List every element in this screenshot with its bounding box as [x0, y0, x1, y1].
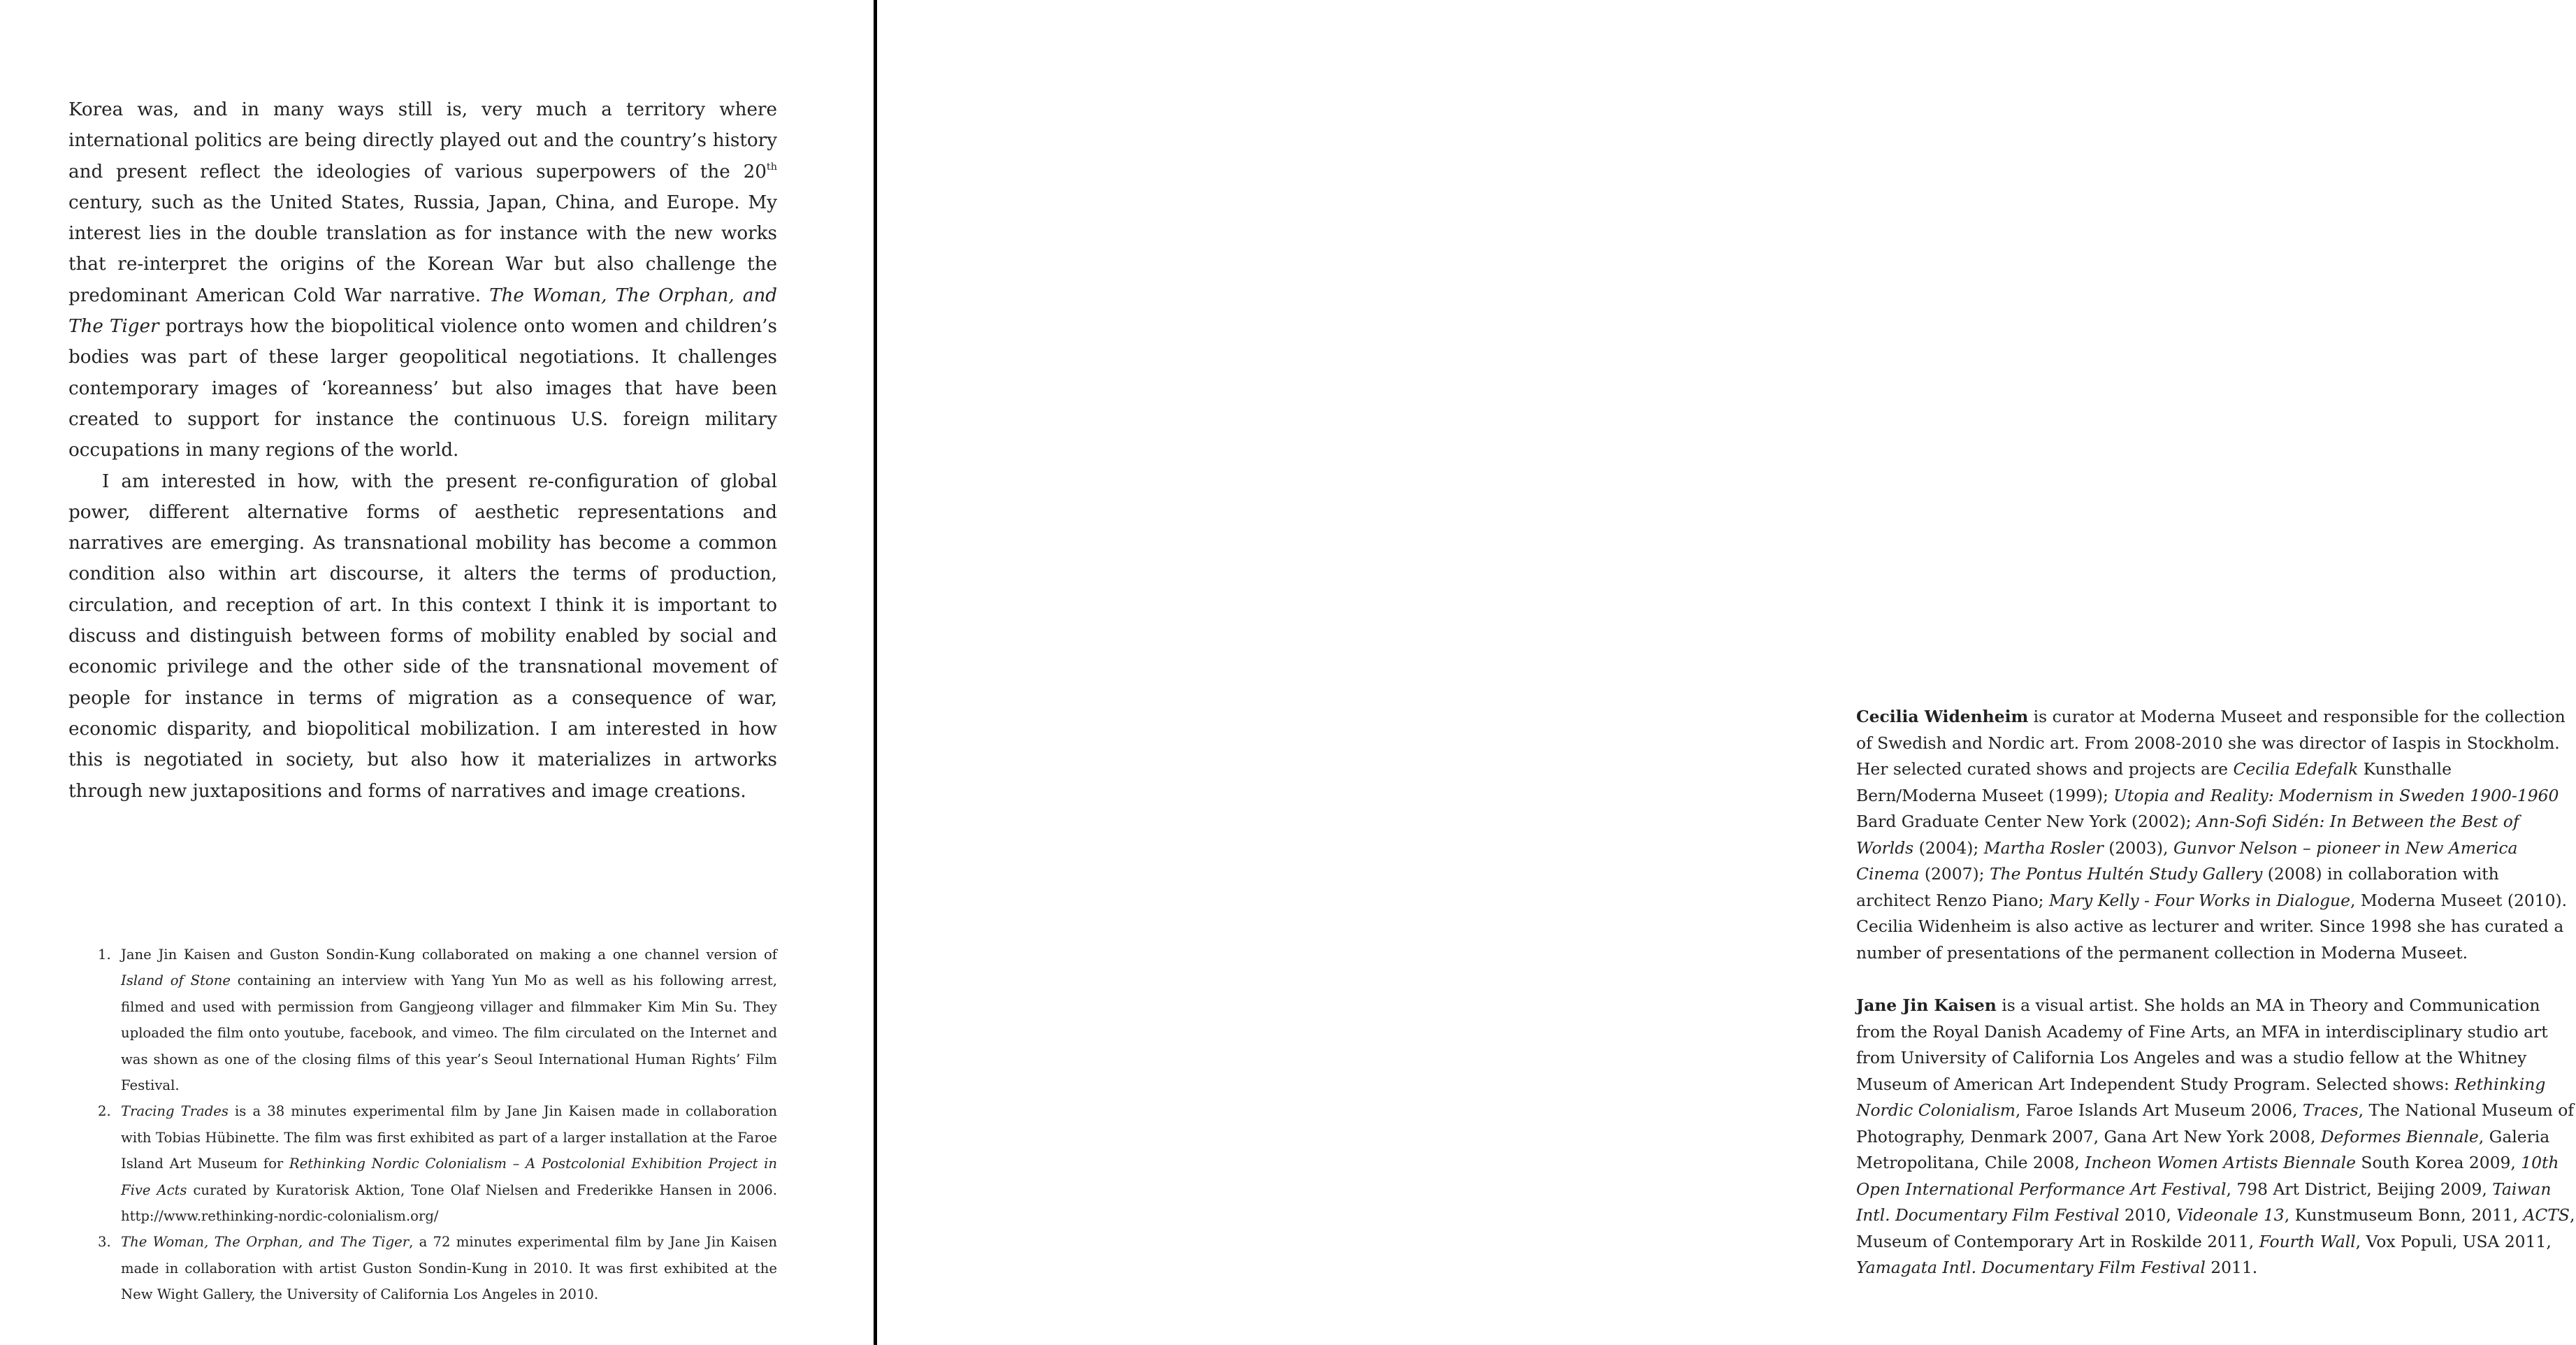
bio-name: Cecilia Widenheim [1856, 707, 2029, 726]
bio-text: (2007); [1919, 864, 1990, 884]
bio-text: Kunsthalle Bern/Moderna Museet (1999); [1856, 759, 2452, 805]
bio-italic-title: Incheon Women Artists Biennale [2085, 1153, 2356, 1172]
bio-jane-jin-kaisen [1856, 993, 2576, 1281]
left-page [0, 0, 875, 1345]
footnote-3 [98, 1229, 777, 1307]
bio-text: , Vox Populi, USA 2011, [2355, 1231, 2552, 1251]
bio-italic-title: Cecilia Edefalk [2233, 759, 2359, 779]
bio-text: , Museum of Contemporary Art in Roskilde 2011, [1856, 1205, 2575, 1251]
bio-text: (2008) in collaboration with architect Renzo Piano; [1856, 864, 2499, 910]
bio-italic-title: Utopia and Reality: Modernism in Sweden 1900-1960 [2113, 785, 2559, 805]
body-paragraph-1 [68, 94, 777, 466]
bio-italic-title: Rethinking Nordic Colonialism [1856, 1074, 2546, 1120]
bio-text: , Faroe Islands Art Museum 2006, [2015, 1100, 2303, 1120]
bio-text: is a visual artist. She holds an MA in Theory and Communication from the Royal Danish Academy of Fine Arts, an MFA in interdisciplinary studio art from University of California Los Angeles and was a studio fellow at the Whitney Museum of American Art Independent Study Program. Selected shows: [1856, 995, 2548, 1094]
bio-italic-title: Deformes Biennale [2320, 1126, 2479, 1146]
bio-italic-title: Videonale 13 [2176, 1205, 2285, 1225]
ordinal-superscript: th [766, 161, 777, 173]
footnote-number: 2. [98, 1103, 111, 1120]
bio-text: , The National Museum of Photography, Denmark 2007, Gana Art New York 2008, [1856, 1100, 2574, 1146]
footnote-italic-title: Island of Stone [121, 972, 231, 989]
bio-italic-title: Gunvor Nelson – pioneer in New America Cinema [1856, 837, 2518, 884]
footnote-text: is a 38 minutes experimental film by Jane Jin Kaisen made in collaboration with Tobias Hübinette. The film was first exhibited as part of a larger installation at the Faroe Island Art Museum for [121, 1103, 777, 1172]
footnote-text: , a 72 minutes experimental film by Jane Jin Kaisen made in collaboration with artist Guston Sondin-Kung in 2010. It was first exhibited at the New Wight Gallery, the University of California Los Angeles in 2010. [121, 1234, 777, 1303]
bio-italic-title: Martha Rosler [1983, 837, 2104, 858]
bio-cecilia-widenheim [1856, 704, 2576, 966]
bio-text: , Galeria Metropolitana, Chile 2008, [1856, 1126, 2550, 1172]
bio-italic-title: ACTS [2523, 1205, 2570, 1225]
bio-text: (2003), [2103, 837, 2173, 858]
footnotes [98, 942, 777, 1308]
footnote-text: containing an interview with Yang Yun Mo as well as his following arrest, filmed and used with permission from Gangjeong villager and filmmaker Kim Min Su. They uploaded the film onto youtube, facebook, and vimeo. The film circulated on the Internet and was shown as one of the closing films of this year’s Seoul International Human Rights’ Film Festival. [121, 972, 777, 1094]
bio-text: , Kunstmuseum Bonn, 2011, [2284, 1205, 2524, 1225]
bio-text: is curator at Moderna Museet and responsible for the collection of Swedish and Nordic art. From 2008-2010 she was director of Iaspis in Stockholm. Her selected curated shows and projects are [1856, 707, 2566, 779]
footnote-number: 1. [98, 947, 111, 963]
bio-italic-title: 10th Open International Performance Art Festival [1856, 1153, 2559, 1199]
footnote-italic-title: Rethinking Nordic Colonialism – A Postcolonial Exhibition Project in Five Acts [121, 1156, 778, 1198]
footnote-italic-title: The Woman, The Orphan, and The Tiger [121, 1234, 410, 1251]
body-paragraph-2: I am interested in how, with the present re-configuration of global power, different alternative forms of aesthetic representations and narratives are emerging. As transnational mobility has become a common condition also within art discourse, it alters the terms of production, circulation, and reception of art. In this context I think it is important to discuss and distinguish between forms of mobility enabled by social and economic privilege and the other side of the transnational movement of people for instance in terms of migration as a consequence of war, economic disparity, and biopolitical mobilization. I am interested in how this is negotiated in society, but also how it materializes in artworks through new juxtapositions and forms of narratives and image creations. [68, 470, 777, 802]
footnote-2 [98, 1098, 777, 1229]
bio-italic-title: Ann-Sofi Sidén: In Between the Best of Worlds [1856, 812, 2519, 858]
bio-italic-title: Fourth Wall [2259, 1231, 2356, 1251]
bio-text: Bard Graduate Center New York (2002); [1856, 812, 2197, 831]
bio-text: , 798 Art District, Beijing 2009, [2226, 1179, 2493, 1199]
footnote-text: Jane Jin Kaisen and Guston Sondin-Kung collaborated on making a one channel version of [121, 947, 777, 963]
body-text [68, 94, 777, 807]
bio-text: 2011. [2205, 1258, 2258, 1277]
page-gutter-divider [874, 0, 877, 1345]
bio-italic-title: Traces [2302, 1100, 2359, 1120]
footnote-text: curated by Kuratorisk Aktion, Tone Olaf Nielsen and Frederikke Hansen in 2006. http://www.rethinking-nordic-colonialism.org/ [121, 1181, 777, 1225]
bio-name: Jane Jin Kaisen [1856, 995, 1997, 1015]
bio-text: South Korea 2009, [2355, 1153, 2521, 1172]
bio-italic-title: The Pontus Hultén Study Gallery [1989, 864, 2263, 884]
right-page [879, 0, 2575, 1345]
footnote-italic-title: Tracing Trades [121, 1103, 229, 1120]
bio-text: , Moderna Museet (2010). Cecilia Widenheim is also active as lecturer and writer. Since 1998 she has curated a number of presentations of the permanent collection in Moderna Museet. [1856, 890, 2568, 963]
paragraph-text: century, such as the United States, Russia, Japan, China, and Europe. My interest lies in the double translation as for instance with the new works that re-interpret the origins of the Korean War but also challenge the predominant American Cold War narrative. [68, 192, 777, 306]
bio-text: 2010, [2119, 1205, 2177, 1225]
film-title: The Woman, The Orphan, and The Tiger [68, 285, 777, 338]
footnote-1 [98, 942, 777, 1098]
bio-text: (2004); [1913, 837, 1984, 858]
paragraph-text: Korea was, and in many ways still is, very much a territory where international politics are being directly played out and the country’s history and present reflect the ideologies of various superpowers of the 20 [68, 99, 777, 182]
footnote-number: 3. [98, 1234, 111, 1251]
bio-italic-title: Taiwan Intl. Documentary Film Festival [1856, 1179, 2552, 1225]
bio-italic-title: Mary Kelly - Four Works in Dialogue [2048, 890, 2350, 910]
paragraph-text: portrays how the biopolitical violence onto women and children’s bodies was part of these larger geopolitical negotiations. It challenges contemporary images of ‘koreanness’ but also images that have been created to support for instance the continuous U.S. foreign military occupations in many regions of the world. [68, 316, 777, 461]
bio-italic-title: Yamagata Intl. Documentary Film Festival [1856, 1258, 2206, 1277]
